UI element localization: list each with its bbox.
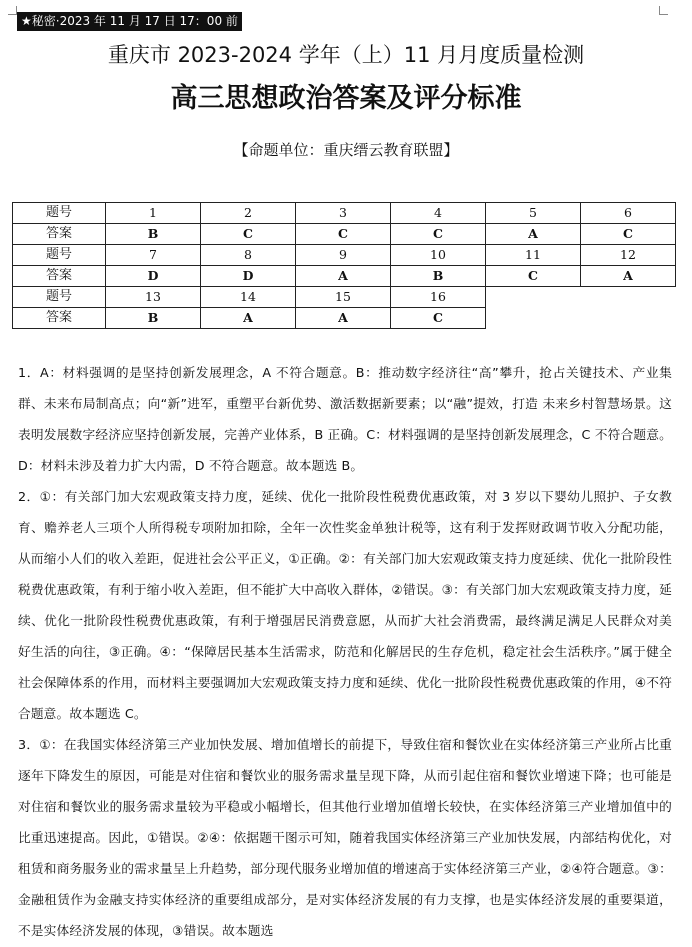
question-number: 2 — [201, 203, 296, 224]
question-number: 12 — [581, 245, 676, 266]
answer-table — [12, 202, 676, 329]
answer-cell: A — [486, 224, 581, 245]
page-title: 高三思想政治答案及评分标准 — [170, 83, 522, 114]
question-number: 11 — [486, 245, 581, 266]
question-number: 8 — [201, 245, 296, 266]
explanation-q3: 3．①：在我国实体经济第三产业加快发展、增加值增长的前提下，导致住宿和餐饮业在实体经济第三产业所占比重逐年下降发生的原因，可能是对住宿和餐饮业的服务需求量呈现下降，从而引起住宿和餐饮业增速下降；也可能是对住宿和餐饮业的服务需求量较为平稳或小幅增长，但其他行业增加值增长较快，在实体经济第三产业增加值中的比重迅速提高。因此，①错误。②④：依据题干图示可知，随着我国实体经济第三产业加快发展，内部结构优化，对租赁和商务服务业的需求量呈上升趋势，部分现代服务业增加值的增速高于实体经济第三产业，②④符合题意。③：金融租赁作为金融支持实体经济的重要组成部分，是对实体经济发展的有力支撑，也是实体经济发展的重要渠道，不是实体经济发展的体现，③错误。故本题选 — [18, 737, 672, 938]
answer-cell: B — [106, 308, 201, 329]
question-number: 15 — [296, 287, 391, 308]
question-number: 1 — [106, 203, 201, 224]
empty-cell — [581, 287, 676, 308]
question-number: 13 — [106, 287, 201, 308]
row-header-question: 题号 — [13, 203, 106, 224]
answer-cell: D — [106, 266, 201, 287]
answer-row — [13, 224, 676, 245]
question-number: 3 — [296, 203, 391, 224]
question-number: 16 — [391, 287, 486, 308]
answer-cell: A — [296, 308, 391, 329]
question-number-row — [13, 287, 676, 308]
answer-cell: C — [486, 266, 581, 287]
row-header-answer: 答案 — [13, 224, 106, 245]
empty-cell — [486, 308, 581, 329]
answer-cell: A — [201, 308, 296, 329]
question-number: 10 — [391, 245, 486, 266]
secret-label: ★秘密·2023 年 11 月 17 日 17：00 前 — [17, 12, 242, 31]
empty-cell — [581, 308, 676, 329]
question-number-row — [13, 245, 676, 266]
explanation-q2: 2．①：有关部门加大宏观政策支持力度，延续、优化一批阶段性税费优惠政策，对 3 岁以下婴幼儿照护、子女教育、赡养老人三项个人所得税专项附加扣除，全年一次性奖金单独计税等，这有利于发挥财政调节收入分配功能，从而缩小人们的收入差距，促进社会公平正义，①正确。②：有关部门加大宏观政策支持力度延续、优化一批阶段性税费优惠政策，有利于缩小收入差距，但不能扩大中高收入群体，②错误。③：有关部门加大宏观政策支持力度，延续、优化一批阶段性税费优惠政策，有利于增强居民消费意愿，从而扩大社会消费需，最终满足满足人民群众对美好生活的向往，③正确。④：“保障居民基本生活需求，防范和化解居民的生存危机，稳定社会生活秩序。”属于健全社会保障体系的作用，而材料主要强调加大宏观政策支持力度和延续、优化一批阶段性税费优惠政策的作用，④不符合题意。故本题选 C。 — [18, 489, 672, 721]
question-number: 14 — [201, 287, 296, 308]
row-header-question: 题号 — [13, 287, 106, 308]
question-number: 4 — [391, 203, 486, 224]
question-number: 7 — [106, 245, 201, 266]
answer-row — [13, 266, 676, 287]
question-number: 9 — [296, 245, 391, 266]
answer-cell: A — [296, 266, 391, 287]
answer-cell: C — [391, 308, 486, 329]
answer-cell: D — [201, 266, 296, 287]
row-header-question: 题号 — [13, 245, 106, 266]
answer-cell: B — [391, 266, 486, 287]
answer-cell: B — [106, 224, 201, 245]
corner-mark-left — [8, 6, 17, 15]
answer-cell: C — [201, 224, 296, 245]
explanation-q1: 1．A：材料强调的是坚持创新发展理念，A 不符合题意。B：推动数字经济往“高”攀升，抢占关键技术、产业集群、未来布局制高点；向“新”进军，重塑平台新优势、激活数据新要素；以“融”提效，打造 未来乡村智慧场景。这表明发展数字经济应坚持创新发展，完善产业体系，B 正确。C：材料强调的是坚持创新发展理念，C 不符合题意。D：材料未涉及着力扩大内需，D 不符合题意。故本题选 B。 — [18, 365, 672, 473]
question-number: 6 — [581, 203, 676, 224]
answer-cell: C — [391, 224, 486, 245]
answer-cell: C — [296, 224, 391, 245]
corner-mark-right — [659, 6, 668, 15]
row-header-answer: 答案 — [13, 308, 106, 329]
issuing-unit: 【命题单位：重庆缙云教育联盟】 — [233, 141, 459, 159]
row-header-answer: 答案 — [13, 266, 106, 287]
question-number-row — [13, 203, 676, 224]
answer-row — [13, 308, 676, 329]
answer-cell: C — [581, 224, 676, 245]
exam-subtitle: 重庆市 2023-2024 学年（上）11 月月度质量检测 — [107, 43, 585, 67]
question-number: 5 — [486, 203, 581, 224]
answer-cell: A — [581, 266, 676, 287]
empty-cell — [486, 287, 581, 308]
